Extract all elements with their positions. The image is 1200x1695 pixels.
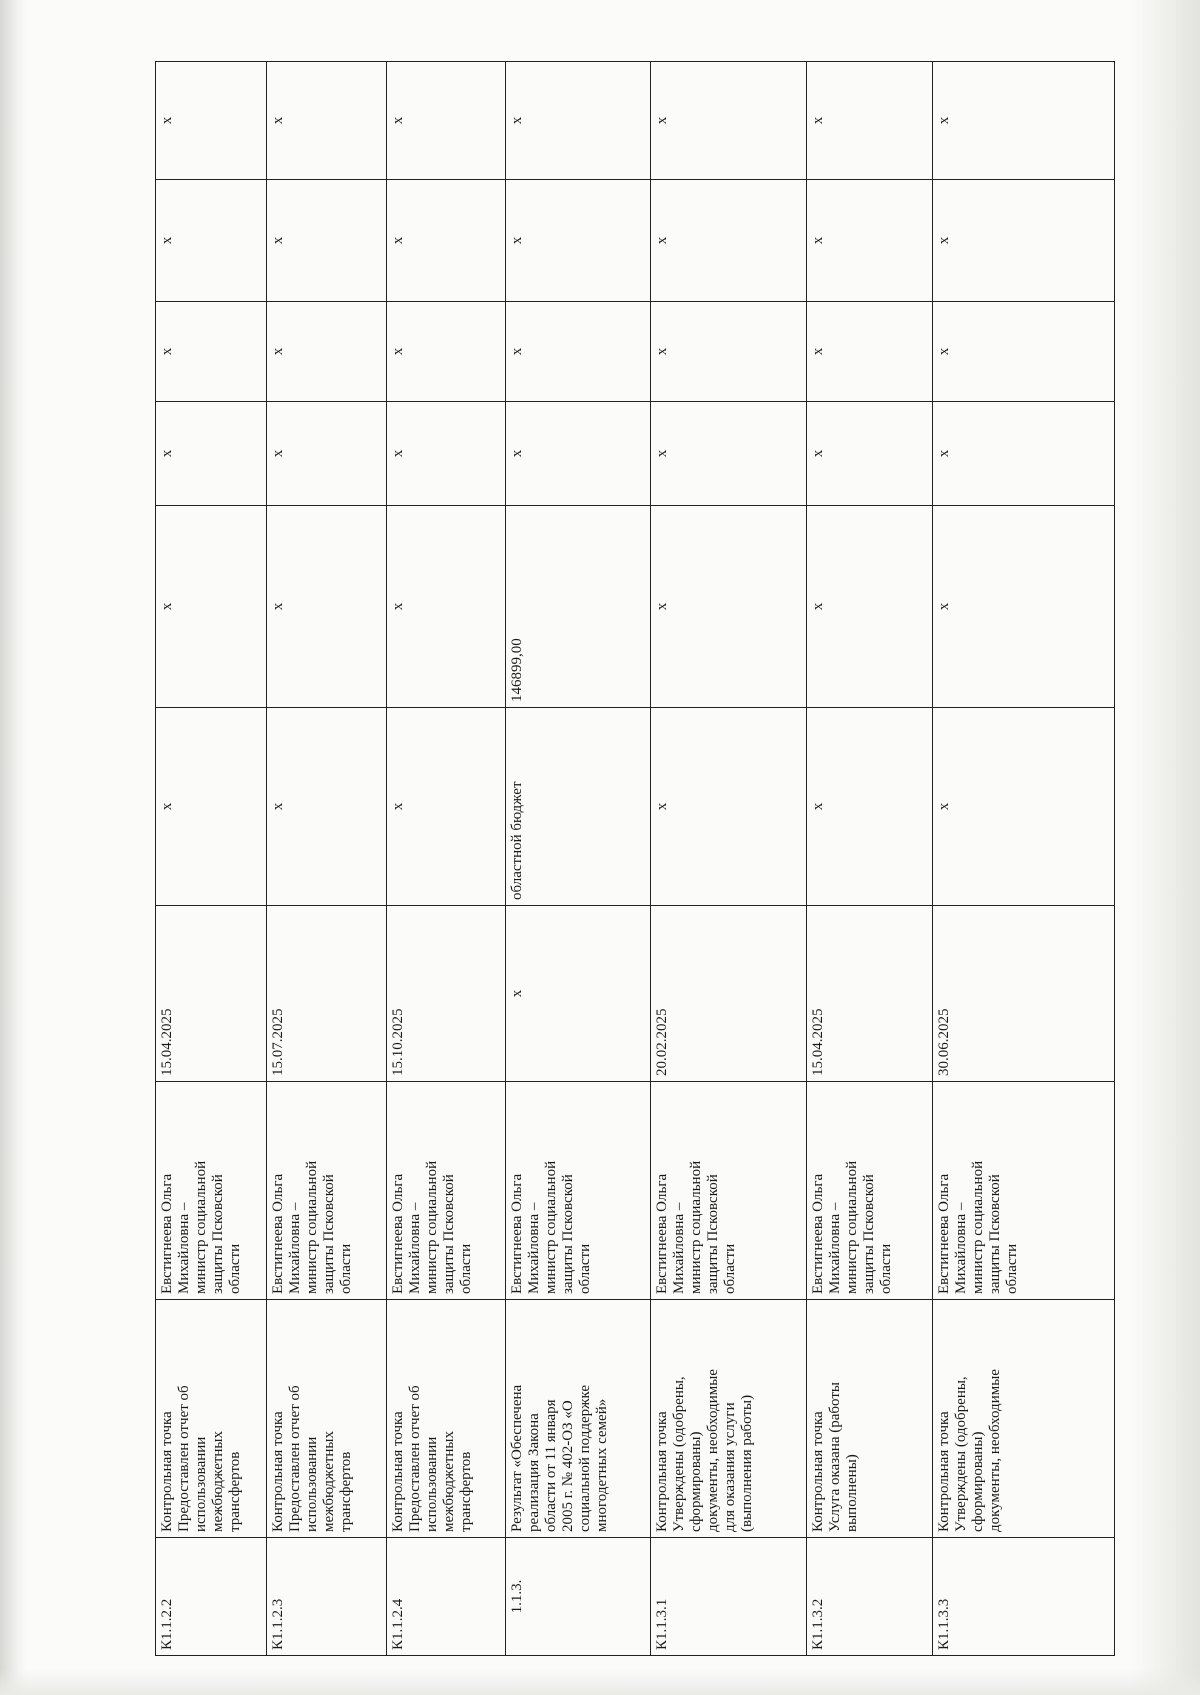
row-id: К1.1.2.3 [267, 1538, 387, 1656]
table-row [807, 62, 933, 1656]
row-responsible: Евстигнеева Ольга Михайловна – министр социальной защиты Псковской области [156, 1082, 267, 1300]
row-description: Контрольная точка Утверждены (одобрены, сформированы) документы, необходимые для оказания услуги (выполнения работы) [651, 1300, 807, 1538]
table-row [651, 62, 807, 1656]
row-source: x [267, 708, 387, 906]
row-description: Контрольная точка Услуга оказана (работы выполнены) [807, 1300, 933, 1538]
row-id: К1.1.3.1 [651, 1538, 807, 1656]
row-col-4: x [387, 62, 506, 180]
plan-table [155, 61, 1115, 1656]
row-responsible: Евстигнеева Ольга Михайловна – министр социальной защиты Псковской области [933, 1082, 1115, 1300]
row-id: К1.1.3.3 [933, 1538, 1115, 1656]
table-row [933, 62, 1115, 1656]
row-amount: x [156, 506, 267, 708]
row-col-3: x [651, 180, 807, 302]
table-row [267, 62, 387, 1656]
row-amount: x [651, 506, 807, 708]
row-col-4: x [933, 62, 1115, 180]
row-id: 1.1.3. [506, 1538, 651, 1656]
row-amount: x [807, 506, 933, 708]
row-col-4: x [651, 62, 807, 180]
row-responsible: Евстигнеева Ольга Михайловна – министр социальной защиты Псковской области [651, 1082, 807, 1300]
row-id: К1.1.3.2 [807, 1538, 933, 1656]
row-date: 15.07.2025 [267, 906, 387, 1082]
row-col-1: x [651, 402, 807, 506]
row-col-1: x [807, 402, 933, 506]
row-date: x [506, 906, 651, 1082]
row-col-4: x [807, 62, 933, 180]
table-row [156, 62, 267, 1656]
row-source: x [387, 708, 506, 906]
row-col-2: x [506, 302, 651, 402]
row-col-1: x [387, 402, 506, 506]
row-col-2: x [933, 302, 1115, 402]
table-row [387, 62, 506, 1656]
row-amount: x [387, 506, 506, 708]
row-description: Контрольная точка Предоставлен отчет об использовании межбюджетных трансфертов [387, 1300, 506, 1538]
row-date: 20.02.2025 [651, 906, 807, 1082]
scan-edge-right [1130, 0, 1200, 1695]
rotated-page-content [155, 62, 1114, 1656]
row-date: 15.10.2025 [387, 906, 506, 1082]
row-id: К1.1.2.4 [387, 1538, 506, 1656]
row-source: x [807, 708, 933, 906]
scan-edge-left [0, 0, 26, 1695]
row-description: Контрольная точка Предоставлен отчет об использовании межбюджетных трансфертов [156, 1300, 267, 1538]
row-date: 15.04.2025 [807, 906, 933, 1082]
row-col-2: x [267, 302, 387, 402]
row-col-4: x [156, 62, 267, 180]
row-amount: x [267, 506, 387, 708]
row-col-2: x [156, 302, 267, 402]
row-col-2: x [651, 302, 807, 402]
row-col-1: x [156, 402, 267, 506]
table-row [506, 62, 651, 1656]
row-col-1: x [267, 402, 387, 506]
row-col-4: x [506, 62, 651, 180]
row-col-3: x [156, 180, 267, 302]
row-col-4: x [267, 62, 387, 180]
row-col-1: x [506, 402, 651, 506]
row-source: областной бюджет [506, 708, 651, 906]
row-col-3: x [387, 180, 506, 302]
row-responsible: Евстигнеева Ольга Михайловна – министр социальной защиты Псковской области [506, 1082, 651, 1300]
row-col-2: x [807, 302, 933, 402]
row-description: Контрольная точка Утверждены (одобрены, сформированы) документы, необходимые [933, 1300, 1115, 1538]
row-col-1: x [933, 402, 1115, 506]
row-responsible: Евстигнеева Ольга Михайловна – министр социальной защиты Псковской области [387, 1082, 506, 1300]
row-col-3: x [933, 180, 1115, 302]
scan-edge-bottom [0, 1669, 1200, 1695]
row-col-3: x [506, 180, 651, 302]
row-source: x [156, 708, 267, 906]
row-responsible: Евстигнеева Ольга Михайловна – министр социальной защиты Псковской области [807, 1082, 933, 1300]
row-source: x [651, 708, 807, 906]
row-date: 15.04.2025 [156, 906, 267, 1082]
row-amount: 146899,00 [506, 506, 651, 708]
row-date: 30.06.2025 [933, 906, 1115, 1082]
row-amount: x [933, 506, 1115, 708]
row-description: Контрольная точка Предоставлен отчет об использовании межбюджетных трансфертов [267, 1300, 387, 1538]
row-id: К1.1.2.2 [156, 1538, 267, 1656]
row-col-2: x [387, 302, 506, 402]
row-source: x [933, 708, 1115, 906]
row-col-3: x [267, 180, 387, 302]
row-description: Результат «Обеспечена реализация Закона области от 11 января 2005 г. № 402-ОЗ «О социальной поддержке многодетных семей» [506, 1300, 651, 1538]
row-col-3: x [807, 180, 933, 302]
row-responsible: Евстигнеева Ольга Михайловна – министр социальной защиты Псковской области [267, 1082, 387, 1300]
